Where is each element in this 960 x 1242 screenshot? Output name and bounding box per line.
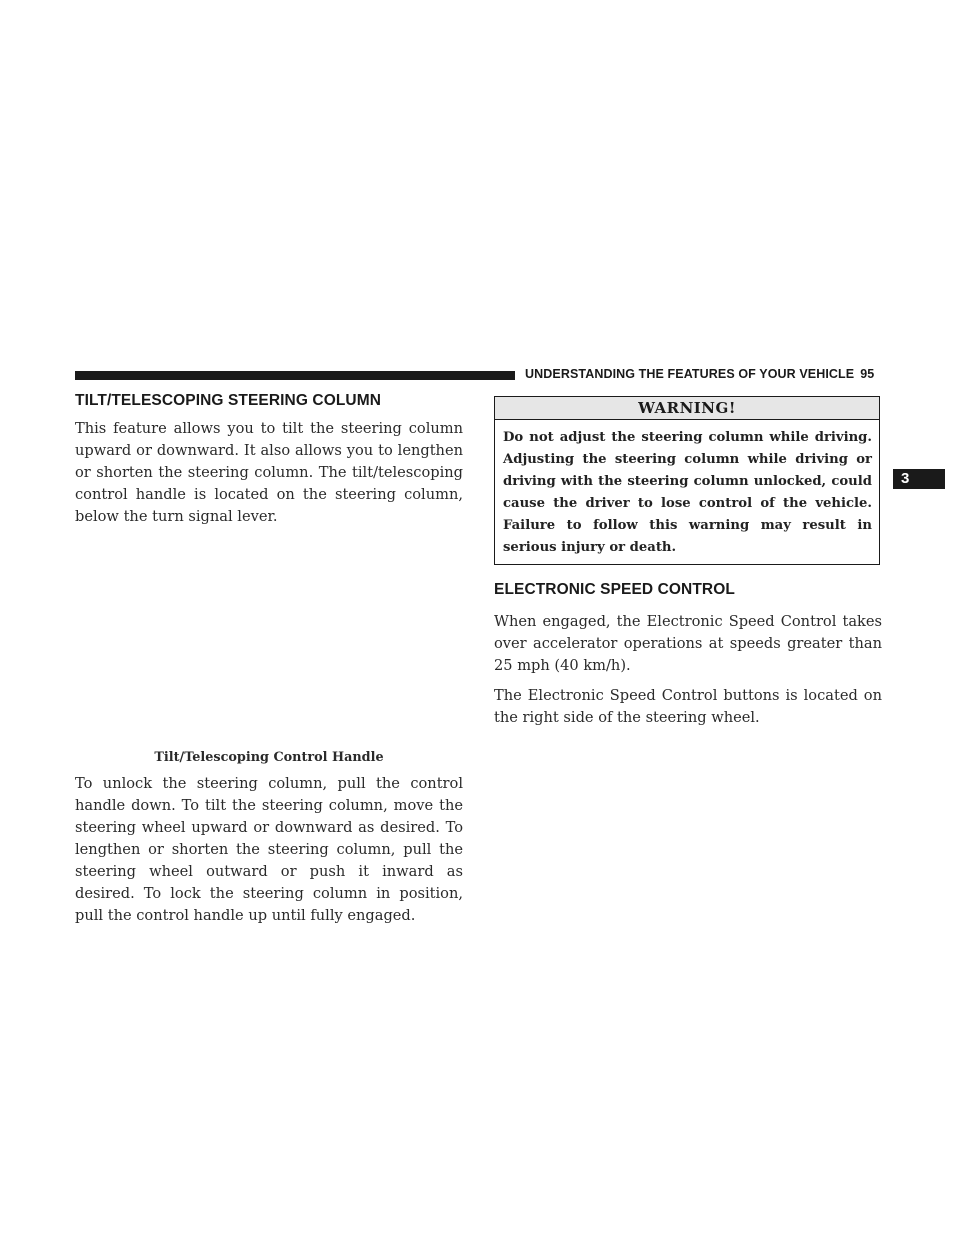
right-column (494, 396, 882, 729)
figure-placeholder (75, 528, 463, 750)
section-title-electronic-speed-control: ELECTRONIC SPEED CONTROL (494, 581, 735, 598)
paragraph-speed-control-2: The Electronic Speed Control buttons is located on the right side of the steering wheel. (494, 687, 882, 726)
header-title: UNDERSTANDING THE FEATURES OF YOUR VEHICLE (525, 367, 855, 381)
warning-title: WARNING! (495, 397, 879, 420)
chapter-tab: 3 (893, 469, 945, 489)
header-rule (75, 371, 515, 380)
warning-text: Do not adjust the steering column while driving. Adjusting the steering column while driving or driving with the steering column unlocked, could cause the driver to lose control of the vehicle. Failure to follow this warning may result in serious injury or death. (503, 430, 872, 555)
page-number: 95 (860, 367, 875, 381)
section-title-tilt-telescoping: TILT/TELESCOPING STEERING COLUMN (75, 392, 382, 409)
running-header (525, 367, 885, 381)
warning-box (494, 396, 880, 565)
left-column (75, 392, 463, 927)
paragraph-tilt-instructions: To unlock the steering column, pull the control handle down. To tilt the steering column, move the steering wheel upward or downward as desired. To lengthen or shorten the steering column, pull the steering wheel outward or push it inward as desired. To lock the steering column in position, pull the control handle up until fully engaged. (75, 775, 463, 924)
paragraph-tilt-intro: This feature allows you to tilt the steering column upward or downward. It also allows you to lengthen or shorten the steering column. The tilt/telescoping control handle is located on the steering column, below the turn signal lever. (75, 420, 463, 525)
figure-caption: Tilt/Telescoping Control Handle (154, 750, 384, 765)
paragraph-speed-control-1: When engaged, the Electronic Speed Control takes over accelerator operations at speeds greater than 25 mph (40 km/h). (494, 613, 882, 674)
